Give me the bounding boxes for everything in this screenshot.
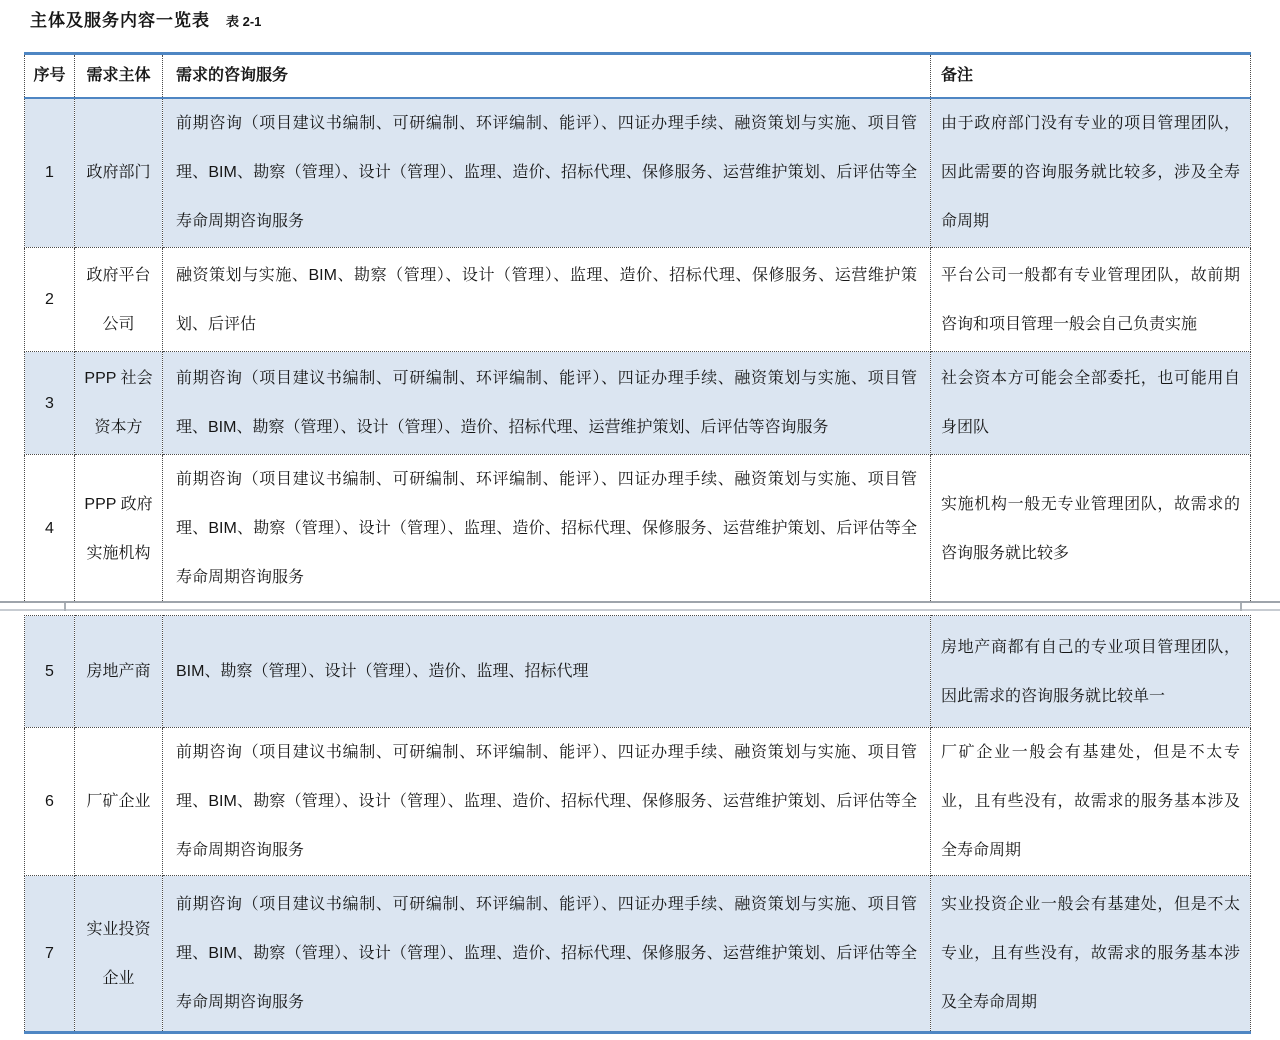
row-no-cell: 2 xyxy=(25,248,75,352)
subject-cell: 实业投资企业 xyxy=(75,876,163,1033)
row-no-cell: 1 xyxy=(25,98,75,248)
row-no-cell: 7 xyxy=(25,876,75,1033)
header-cell-remark: 备注 xyxy=(931,54,1251,98)
consulting-services-table-page2 xyxy=(24,615,1251,1034)
table-row xyxy=(25,248,1251,352)
subject-cell: 房地产商 xyxy=(75,616,163,728)
consulting-services-table-page1 xyxy=(24,52,1251,603)
subject-cell: PPP 政府实施机构 xyxy=(75,455,163,603)
table-header-row xyxy=(25,54,1251,98)
remark-cell: 厂矿企业一般会有基建处，但是不太专业，且有些没有，故需求的服务基本涉及全寿命周期 xyxy=(931,728,1251,876)
header-cell-subject: 需求主体 xyxy=(75,54,163,98)
subject-cell: 政府平台公司 xyxy=(75,248,163,352)
subject-cell: 政府部门 xyxy=(75,98,163,248)
header-cell-services: 需求的咨询服务 xyxy=(163,54,931,98)
services-cell: 前期咨询（项目建议书编制、可研编制、环评编制、能评）、四证办理手续、融资策划与实施、项目管理、BIM、勘察（管理）、设计（管理）、监理、造价、招标代理、保修服务、运营维护策划、后评估等全寿命周期咨询服务 xyxy=(163,98,931,248)
remark-cell: 平台公司一般都有专业管理团队，故前期咨询和项目管理一般会自己负责实施 xyxy=(931,248,1251,352)
page-break-line-bottom xyxy=(0,609,1280,611)
subject-cell: 厂矿企业 xyxy=(75,728,163,876)
row-no-cell: 6 xyxy=(25,728,75,876)
table-number-tag: 表 2-1 xyxy=(226,14,262,29)
services-cell: BIM、勘察（管理）、设计（管理）、造价、监理、招标代理 xyxy=(163,616,931,728)
page-title: 主体及服务内容一览表 xyxy=(30,11,210,30)
remark-cell: 实业投资企业一般会有基建处，但是不太专业，且有些没有，故需求的服务基本涉及全寿命周期 xyxy=(931,876,1251,1033)
row-no-cell: 5 xyxy=(25,616,75,728)
document-title-block xyxy=(30,6,261,32)
table-row xyxy=(25,616,1251,728)
remark-cell: 房地产商都有自己的专业项目管理团队，因此需求的咨询服务就比较单一 xyxy=(931,616,1251,728)
subject-cell: PPP 社会资本方 xyxy=(75,352,163,455)
table-row xyxy=(25,98,1251,248)
table-row xyxy=(25,876,1251,1033)
remark-cell: 实施机构一般无专业管理团队，故需求的咨询服务就比较多 xyxy=(931,455,1251,603)
row-no-cell: 3 xyxy=(25,352,75,455)
services-cell: 前期咨询（项目建议书编制、可研编制、环评编制、能评）、四证办理手续、融资策划与实施、项目管理、BIM、勘察（管理）、设计（管理）、监理、造价、招标代理、保修服务、运营维护策划、后评估等全寿命周期咨询服务 xyxy=(163,876,931,1033)
page-break-tick-right xyxy=(1240,603,1242,611)
table-row xyxy=(25,455,1251,603)
row-no-cell: 4 xyxy=(25,455,75,603)
services-cell: 融资策划与实施、BIM、勘察（管理）、设计（管理）、监理、造价、招标代理、保修服务、运营维护策划、后评估 xyxy=(163,248,931,352)
header-cell-no: 序号 xyxy=(25,54,75,98)
page-break-line-top xyxy=(0,601,1280,603)
services-cell: 前期咨询（项目建议书编制、可研编制、环评编制、能评）、四证办理手续、融资策划与实施、项目管理、BIM、勘察（管理）、设计（管理）、监理、造价、招标代理、保修服务、运营维护策划、后评估等全寿命周期咨询服务 xyxy=(163,455,931,603)
table-row xyxy=(25,352,1251,455)
services-cell: 前期咨询（项目建议书编制、可研编制、环评编制、能评）、四证办理手续、融资策划与实施、项目管理、BIM、勘察（管理）、设计（管理）、监理、造价、招标代理、保修服务、运营维护策划、后评估等全寿命周期咨询服务 xyxy=(163,728,931,876)
remark-cell: 由于政府部门没有专业的项目管理团队，因此需要的咨询服务就比较多，涉及全寿命周期 xyxy=(931,98,1251,248)
table-row xyxy=(25,728,1251,876)
page-break-tick-left xyxy=(64,603,66,611)
remark-cell: 社会资本方可能会全部委托，也可能用自身团队 xyxy=(931,352,1251,455)
services-cell: 前期咨询（项目建议书编制、可研编制、环评编制、能评）、四证办理手续、融资策划与实施、项目管理、BIM、勘察（管理）、设计（管理）、造价、招标代理、运营维护策划、后评估等咨询服务 xyxy=(163,352,931,455)
